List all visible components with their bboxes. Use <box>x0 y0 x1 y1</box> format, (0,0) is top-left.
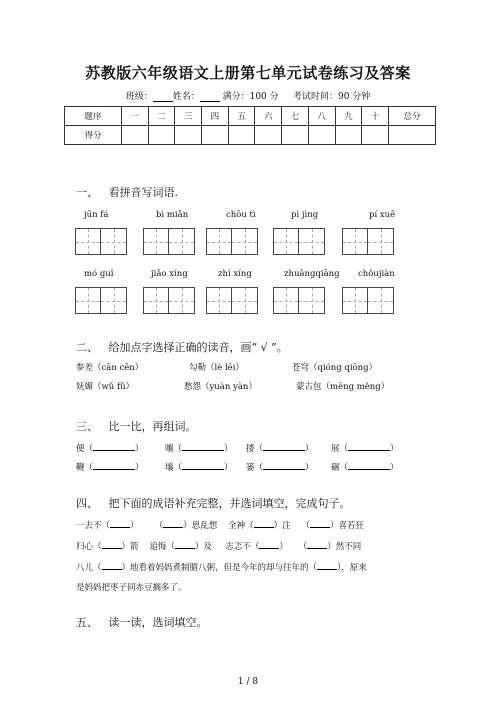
char: 搂 <box>246 444 255 454</box>
grid-cell[interactable] <box>299 229 324 254</box>
answer-blank[interactable] <box>307 540 327 549</box>
writing-grid[interactable] <box>143 287 195 314</box>
header-cell: 总分 <box>389 107 436 126</box>
answer-blank[interactable] <box>263 461 305 470</box>
grid-cell[interactable] <box>343 229 368 254</box>
grid-cell[interactable] <box>76 288 101 313</box>
score-table-row <box>65 126 436 145</box>
answer-blank[interactable] <box>110 519 130 528</box>
grid-cell[interactable] <box>274 288 299 313</box>
idiom-text: 志忑不（ <box>225 542 260 552</box>
compare-item[interactable]: 展（ ） <box>331 444 399 454</box>
pinyin-label: pí xuē <box>369 210 396 220</box>
grid-cell[interactable] <box>144 288 169 313</box>
compare-item[interactable]: 鞭（ ） <box>76 463 144 473</box>
idiom-text: （ <box>301 521 310 531</box>
score-cell[interactable] <box>362 126 389 145</box>
idiom-text: ）喜若狂 <box>329 521 364 531</box>
writing-grid[interactable] <box>75 287 127 314</box>
header-cell: 七 <box>282 107 309 126</box>
answer-blank[interactable] <box>263 442 305 451</box>
writing-grid[interactable] <box>273 228 325 255</box>
score-cell[interactable] <box>122 126 149 145</box>
header-cell: 九 <box>335 107 362 126</box>
exam-time: 考试时间：90 分钟 <box>292 92 371 102</box>
writing-grid[interactable] <box>206 287 258 314</box>
grid-cell[interactable] <box>368 229 393 254</box>
name-label: 姓名： <box>172 92 200 102</box>
reading-item[interactable]: 勾勒（lè lēi） <box>189 363 244 373</box>
answer-blank[interactable] <box>102 561 122 570</box>
score-cell[interactable] <box>335 126 362 145</box>
reading-item[interactable]: 妩媚（wǔ fǔ） <box>76 382 135 392</box>
score-cell[interactable] <box>255 126 282 145</box>
idiom-line-2 <box>76 540 361 552</box>
answer-blank[interactable] <box>175 540 195 549</box>
compare-item[interactable]: 嚷（ ） <box>165 444 233 454</box>
name-blank <box>200 92 220 102</box>
grid-cell[interactable] <box>169 288 194 313</box>
idiom-text: 全神（ <box>228 521 254 531</box>
score-cell[interactable] <box>308 126 335 145</box>
section-text: 看拼音写词语. <box>108 186 178 199</box>
section-number: 四、 <box>76 497 98 510</box>
compare-item[interactable]: 壤（ ） <box>165 463 233 473</box>
grid-cell[interactable] <box>76 229 101 254</box>
score-cell[interactable] <box>282 126 309 145</box>
pinyin-label: pì jìng <box>291 210 319 220</box>
class-label: 班级： <box>125 92 153 102</box>
compare-item[interactable]: 碾（ ） <box>331 463 399 473</box>
section-4-heading <box>76 495 351 511</box>
section-number: 三、 <box>76 420 98 433</box>
grid-cell[interactable] <box>232 229 257 254</box>
answer-blank[interactable] <box>182 461 224 470</box>
answer-blank[interactable] <box>254 519 274 528</box>
header-cell: 二 <box>148 107 175 126</box>
class-blank <box>153 92 173 102</box>
answer-blank[interactable] <box>182 442 224 451</box>
answer-blank[interactable] <box>348 442 390 451</box>
section-text: 读一读，选词填空。 <box>108 616 208 629</box>
idiom-text: （ <box>298 542 308 552</box>
header-cell: 八 <box>308 107 335 126</box>
compare-item[interactable]: 便（ ） <box>76 444 144 454</box>
idiom-text: ） <box>279 542 288 552</box>
writing-grid[interactable] <box>206 228 258 255</box>
answer-blank[interactable] <box>259 540 279 549</box>
answer-blank[interactable] <box>317 561 337 570</box>
sentence-text: 八儿（ <box>76 563 102 573</box>
char: 碾 <box>331 463 340 473</box>
reading-item[interactable]: 蒙古包（mēng měng） <box>296 382 390 392</box>
pinyin-label: chǒujiàn <box>358 269 395 279</box>
row-label: 得分 <box>65 126 122 145</box>
grid-cell[interactable] <box>101 229 126 254</box>
section-1-heading <box>76 184 178 200</box>
grid-cell[interactable] <box>207 229 232 254</box>
section-2-heading <box>76 339 288 355</box>
grid-cell[interactable] <box>368 288 393 313</box>
grid-cell[interactable] <box>169 229 194 254</box>
sentence-text: ），原来 <box>337 563 367 573</box>
writing-grid[interactable] <box>342 228 394 255</box>
idiom-text: ） <box>130 521 139 531</box>
full-score: 满分：100 分 <box>222 92 279 102</box>
header-cell: 一 <box>122 107 149 126</box>
char: 嚷 <box>165 444 174 454</box>
reading-item[interactable]: 愁怨（yuàn yàn） <box>184 382 257 392</box>
pinyin-label: zhuāngqiāng <box>284 269 340 279</box>
grid-cell[interactable] <box>299 288 324 313</box>
section-5-heading <box>76 614 208 630</box>
pinyin-label: zhì xíng <box>218 269 252 279</box>
grid-cell[interactable] <box>207 288 232 313</box>
sentence-line <box>76 561 367 573</box>
answer-blank[interactable] <box>93 442 135 451</box>
answer-blank[interactable] <box>102 540 122 549</box>
score-cell[interactable] <box>175 126 202 145</box>
writing-grid[interactable] <box>143 228 195 255</box>
score-table <box>64 106 436 145</box>
answer-blank[interactable] <box>310 519 330 528</box>
header-cell: 三 <box>175 107 202 126</box>
header-cell: 十 <box>362 107 389 126</box>
idiom-text: ）思乱想 <box>183 521 218 531</box>
pinyin-label: mó guǐ <box>84 269 114 279</box>
page-number: 1 / 8 <box>237 677 259 687</box>
pinyin-label: jiǎo xíng <box>151 269 188 279</box>
grid-cell[interactable] <box>274 229 299 254</box>
header-cell: 题序 <box>65 107 122 126</box>
page-title: 苏教版六年级语文上册第七单元试卷练习及答案 <box>85 64 411 82</box>
idiom-text: ）箭 <box>121 542 139 552</box>
exam-info <box>0 89 496 102</box>
idiom-text: （ <box>154 521 164 531</box>
char: 便 <box>76 444 85 454</box>
section-text: 比一比，再组词。 <box>108 420 197 433</box>
writing-grid[interactable] <box>75 228 127 255</box>
grid-cell[interactable] <box>343 288 368 313</box>
reading-item[interactable]: 参差（cān cēn） <box>76 363 144 373</box>
char: 篓 <box>246 463 255 473</box>
header-cell: 四 <box>202 107 229 126</box>
writing-grid[interactable] <box>273 287 325 314</box>
section-number: 二、 <box>76 341 98 354</box>
compare-item[interactable]: 搂（ ） <box>246 444 314 454</box>
answer-blank[interactable] <box>348 461 390 470</box>
section-number: 一、 <box>76 186 98 199</box>
answer-blank[interactable] <box>93 461 135 470</box>
idiom-text: ）注 <box>273 521 291 531</box>
idiom-text: 归心（ <box>76 542 102 552</box>
pinyin-label: jūn fá <box>84 210 109 220</box>
pinyin-label: chōu tì <box>226 210 256 220</box>
section-3-heading <box>76 418 197 434</box>
section-number: 五、 <box>76 616 98 629</box>
grid-cell[interactable] <box>232 288 257 313</box>
compare-item[interactable]: 篓（ ） <box>246 463 314 473</box>
score-cell[interactable] <box>202 126 229 145</box>
score-cell[interactable] <box>148 126 175 145</box>
answer-blank[interactable] <box>163 519 183 528</box>
grid-cell[interactable] <box>144 229 169 254</box>
writing-grid[interactable] <box>342 287 394 314</box>
char: 展 <box>331 444 340 454</box>
idiom-text: ）及 <box>194 542 212 552</box>
score-cell[interactable] <box>228 126 255 145</box>
section-text: 把下面的成语补充完整，并选词填空，完成句子。 <box>108 497 351 510</box>
reading-item[interactable]: 苍穹（qióng qiōng） <box>292 363 378 373</box>
idiom-text: 追悔（ <box>149 542 175 552</box>
score-cell[interactable] <box>389 126 436 145</box>
grid-cell[interactable] <box>101 288 126 313</box>
header-cell: 五 <box>228 107 255 126</box>
char: 鞭 <box>76 463 85 473</box>
idiom-text: 一去不（ <box>76 521 111 531</box>
sentence-text: ）地看着妈妈煮制腊八粥，但是今年的却与往年的（ <box>121 563 318 573</box>
pinyin-label: bì miǎn <box>156 210 189 220</box>
idiom-text: ）然不同 <box>327 542 362 552</box>
idiom-line-1 <box>76 519 364 531</box>
sentence-line: 是妈妈把枣子同赤豆搁多了。 <box>76 583 187 593</box>
section-text: 给加点字选择正确的读音，画“ √ ”。 <box>108 341 288 354</box>
header-cell: 六 <box>255 107 282 126</box>
score-table-header <box>65 107 436 126</box>
char: 壤 <box>165 463 174 473</box>
